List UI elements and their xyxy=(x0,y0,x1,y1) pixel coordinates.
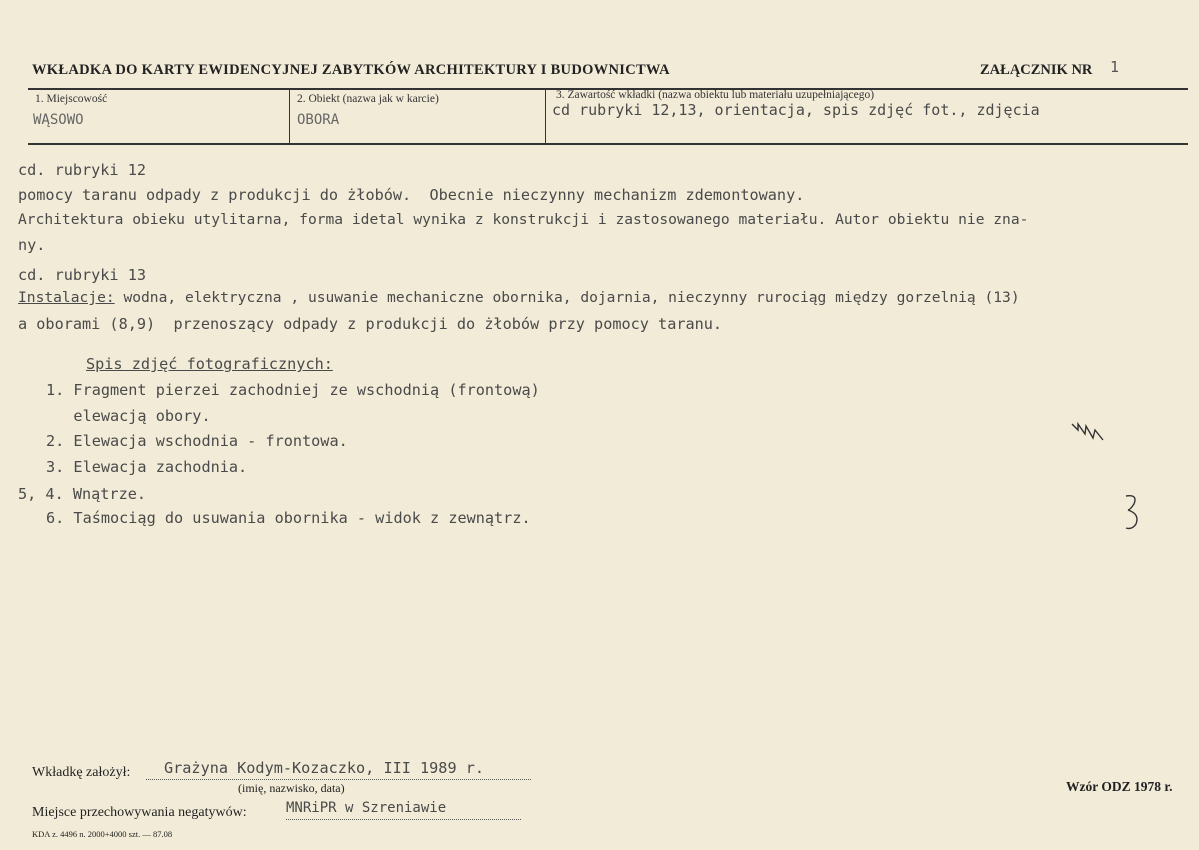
contents-value: cd rubryki 12,13, orientacja, spis zdjęć fot., zdjęcia xyxy=(552,101,1040,119)
body-line-5: cd. rubryki 13 xyxy=(18,266,147,284)
header-divider-1 xyxy=(289,89,290,143)
handwritten-three-icon xyxy=(1122,492,1146,534)
object-value: OBORA xyxy=(297,112,340,128)
installations-text: wodna, elektryczna , usuwanie mechaniczne obornika, dojarnia, nieczynny rurociąg między gorzelnią (13) xyxy=(114,289,1020,306)
form-title: WKŁADKA DO KARTY EWIDENCYJNEJ ZABYTKÓW ARCHITEKTURY I BUDOWNICTWA xyxy=(32,62,670,78)
created-value: Grażyna Kodym-Kozaczko, III 1989 r. xyxy=(164,759,485,777)
print-info: KDA z. 4496 n. 2000+4000 szt. — 87.08 xyxy=(32,829,173,839)
photo-item-1: 1. Fragment pierzei zachodniej ze wschodnią (frontową) xyxy=(46,381,540,399)
created-dotline xyxy=(146,779,531,780)
body-line-4: ny. xyxy=(18,236,46,254)
body-line-3: Architektura obieku utylitarna, forma idetal wynika z konstrukcji i zastosowanego materiału. Autor obiektu nie zna- xyxy=(18,211,1029,228)
attachment-number: 1 xyxy=(1110,58,1120,76)
header-divider-2 xyxy=(545,89,546,143)
photo-item-4: 5, 4. Wnątrze. xyxy=(18,485,147,503)
created-label: Wkładkę założył: xyxy=(32,765,131,780)
contents-label: 3. Zawartość wkładki (nazwa obiektu lub materiału uzupełniającego) xyxy=(556,89,875,101)
photos-heading: Spis zdjęć fotograficznych: xyxy=(86,355,333,373)
installations-line xyxy=(18,289,1020,306)
body-line-2: pomocy taranu odpady z produkcji do żłobów. Obecnie nieczynny mechanizm zdemontowany. xyxy=(18,186,805,204)
form-code: Wzór ODZ 1978 r. xyxy=(1066,779,1173,794)
attachment-label: ZAŁĄCZNIK NR xyxy=(980,62,1093,78)
header-bottom-rule xyxy=(28,143,1188,145)
negatives-dotline xyxy=(286,819,521,820)
locality-value: WĄSOWO xyxy=(33,112,84,128)
body-line-1: cd. rubryki 12 xyxy=(18,161,147,179)
installations-line-2: a oborami (8,9) przenoszący odpady z produkcji do żłobów przy pomocy taranu. xyxy=(18,315,723,333)
installations-label: Instalacje: xyxy=(18,289,115,306)
handwritten-mark-icon xyxy=(1068,418,1114,448)
photo-item-1-cont: elewacją obory. xyxy=(46,407,211,425)
photo-item-3: 3. Elewacja zachodnia. xyxy=(46,458,248,476)
negatives-value: MNRiPR w Szreniawie xyxy=(286,800,447,816)
photo-item-2: 2. Elewacja wschodnia - frontowa. xyxy=(46,432,348,450)
photo-item-6: 6. Taśmociąg do usuwania obornika - widok z zewnątrz. xyxy=(46,509,531,527)
negatives-label: Miejsce przechowywania negatywów: xyxy=(32,805,247,820)
created-hint: (imię, nazwisko, data) xyxy=(238,781,345,795)
locality-label: 1. Miejscowość xyxy=(35,93,108,105)
object-label: 2. Obiekt (nazwa jak w karcie) xyxy=(297,93,439,105)
